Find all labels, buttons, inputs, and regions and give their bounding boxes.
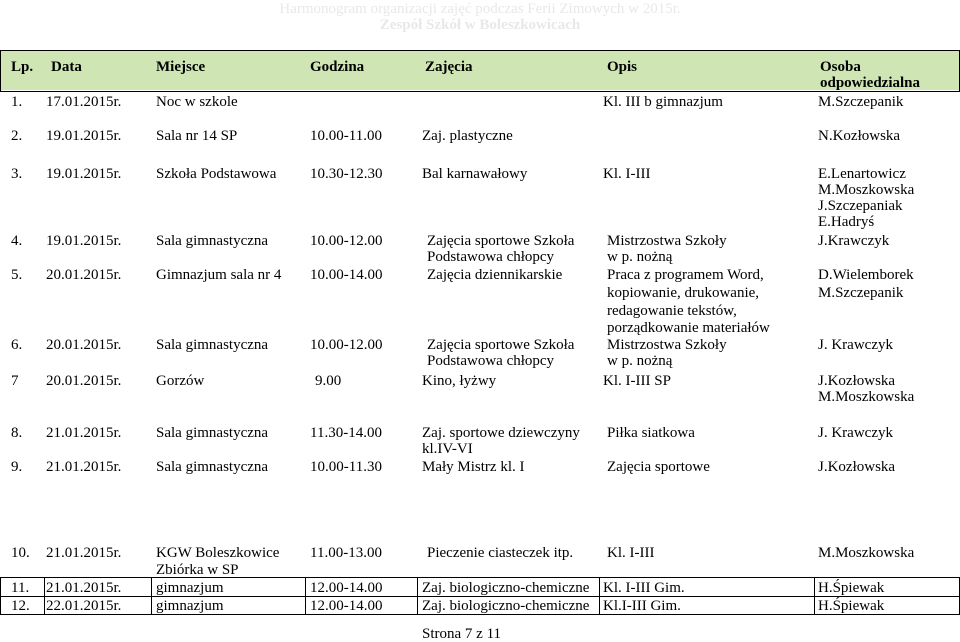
row-9-godzina: 10.00-11.30	[310, 459, 382, 475]
row-10-data: 21.01.2015r.	[46, 545, 122, 561]
row-1-opis: Kl. III b gimnazjum	[603, 94, 723, 110]
header-osoba-2: odpowiedzialna	[820, 75, 921, 91]
row-10-miejsce: KGW Boleszkowice	[156, 545, 280, 561]
row-12-opis: Kl.I-III Gim.	[603, 598, 681, 614]
row-6-zajecia: Podstawowa chłopcy	[427, 353, 555, 369]
row-3-osoba: E.Hadryś	[818, 214, 875, 230]
page-number: Strona 7 z 11	[422, 626, 502, 642]
row-7-lp: 7	[11, 373, 19, 389]
row-6-osoba: J. Krawczyk	[818, 337, 893, 353]
row-3-osoba: E.Lenartowicz	[818, 166, 906, 182]
row-2-zajecia: Zaj. plastyczne	[422, 128, 513, 144]
row-8-zajecia: Zaj. sportowe dziewczyny	[422, 425, 580, 441]
grid-line	[814, 577, 815, 615]
row-3-osoba: M.Moszkowska	[818, 182, 915, 198]
row-6-opis: w p. nożną	[607, 353, 673, 369]
row-5-data: 20.01.2015r.	[46, 267, 122, 283]
row-8-lp: 8.	[11, 425, 23, 441]
row-3-opis: Kl. I-III	[603, 166, 651, 182]
row-8-opis: Piłka siatkowa	[607, 425, 695, 441]
grid-line	[0, 50, 960, 51]
row-6-lp: 6.	[11, 337, 23, 353]
grid-line	[151, 577, 152, 615]
row-8-data: 21.01.2015r.	[46, 425, 122, 441]
row-9-miejsce: Sala gimnastyczna	[156, 459, 269, 475]
row-4-opis: w p. nożną	[607, 249, 673, 265]
row-4-zajecia: Zajęcia sportowe Szkoła	[427, 233, 575, 249]
row-7-osoba: J.Kozłowska	[818, 373, 896, 389]
grid-line	[0, 577, 960, 578]
row-11-miejsce: gimnazjum	[156, 580, 224, 596]
row-3-godzina: 10.30-12.30	[310, 166, 383, 182]
row-4-miejsce: Sala gimnastyczna	[156, 233, 269, 249]
row-1-osoba: M.Szczepanik	[818, 94, 904, 110]
row-4-zajecia: Podstawowa chłopcy	[427, 249, 555, 265]
header-data: Data	[51, 59, 82, 75]
row-10-lp: 10.	[11, 545, 30, 561]
grid-line	[417, 577, 418, 615]
row-1-data: 17.01.2015r.	[46, 94, 122, 110]
header-miejsce: Miejsce	[156, 59, 206, 75]
row-11-godzina: 12.00-14.00	[310, 580, 383, 596]
header-zajecia: Zajęcia	[425, 59, 473, 75]
row-5-osoba: M.Szczepanik	[818, 285, 904, 301]
row-11-osoba: H.Śpiewak	[818, 580, 885, 596]
row-10-miejsce: Zbiórka w SP	[156, 562, 239, 578]
row-5-lp: 5.	[11, 267, 23, 283]
header-godzina: Godzina	[310, 59, 365, 75]
grid-line	[0, 577, 1, 615]
row-10-godzina: 11.00-13.00	[310, 545, 382, 561]
row-6-miejsce: Sala gimnastyczna	[156, 337, 269, 353]
row-5-opis: kopiowanie, drukowanie,	[607, 285, 760, 301]
row-5-opis: redagowanie tekstów,	[607, 303, 737, 319]
row-3-data: 19.01.2015r.	[46, 166, 122, 182]
document-subtitle: Zespół Szkół w Boleszkowicach	[379, 17, 581, 33]
row-9-opis: Zajęcia sportowe	[607, 459, 710, 475]
row-2-data: 19.01.2015r.	[46, 128, 122, 144]
row-4-godzina: 10.00-12.00	[310, 233, 383, 249]
row-2-godzina: 10.00-11.00	[310, 128, 382, 144]
row-4-data: 19.01.2015r.	[46, 233, 122, 249]
row-5-opis: Praca z programem Word,	[607, 267, 764, 283]
row-4-lp: 4.	[11, 233, 23, 249]
row-7-zajecia: Kino, łyżwy	[422, 373, 497, 389]
row-6-data: 20.01.2015r.	[46, 337, 122, 353]
row-12-osoba: H.Śpiewak	[818, 598, 885, 614]
row-2-osoba: N.Kozłowska	[818, 128, 901, 144]
row-9-lp: 9.	[11, 459, 23, 475]
row-5-godzina: 10.00-14.00	[310, 267, 383, 283]
grid-line	[305, 577, 306, 615]
row-12-data: 22.01.2015r.	[46, 598, 122, 614]
row-12-miejsce: gimnazjum	[156, 598, 224, 614]
row-5-miejsce: Gimnazjum sala nr 4	[156, 267, 282, 283]
row-5-zajecia: Zajęcia dziennikarskie	[427, 267, 563, 283]
row-7-osoba: M.Moszkowska	[818, 389, 915, 405]
grid-line	[44, 577, 45, 615]
row-3-miejsce: Szkoła Podstawowa	[156, 166, 277, 182]
row-7-data: 20.01.2015r.	[46, 373, 122, 389]
row-2-lp: 2.	[11, 128, 23, 144]
header-opis: Opis	[607, 59, 638, 75]
row-8-miejsce: Sala gimnastyczna	[156, 425, 269, 441]
row-6-godzina: 10.00-12.00	[310, 337, 383, 353]
row-12-godzina: 12.00-14.00	[310, 598, 383, 614]
row-7-opis: Kl. I-III SP	[603, 373, 671, 389]
header-lp: Lp.	[11, 59, 34, 75]
row-5-opis: porządkowanie materiałów	[607, 320, 770, 336]
row-8-godzina: 11.30-14.00	[310, 425, 382, 441]
row-9-osoba: J.Kozłowska	[818, 459, 896, 475]
row-9-zajecia: Mały Mistrz kl. I	[422, 459, 525, 475]
row-11-zajecia: Zaj. biologiczno-chemiczne	[422, 580, 590, 596]
header-osoba: Osoba	[820, 59, 861, 75]
grid-line	[599, 577, 600, 615]
row-2-miejsce: Sala nr 14 SP	[156, 128, 238, 144]
grid-line	[0, 91, 960, 92]
row-9-data: 21.01.2015r.	[46, 459, 122, 475]
row-6-opis: Mistrzostwa Szkoły	[607, 337, 727, 353]
row-8-zajecia: kl.IV-VI	[422, 441, 473, 457]
header-band	[0, 50, 960, 90]
row-4-opis: Mistrzostwa Szkoły	[607, 233, 727, 249]
row-5-osoba: D.Wielemborek	[818, 267, 914, 283]
row-10-opis: Kl. I-III	[607, 545, 655, 561]
row-3-zajecia: Bal karnawałowy	[422, 166, 528, 182]
row-11-lp: 11.	[11, 580, 30, 596]
grid-line	[0, 50, 1, 91]
row-1-lp: 1.	[11, 94, 23, 110]
row-12-zajecia: Zaj. biologiczno-chemiczne	[422, 598, 590, 614]
row-12-lp: 12.	[11, 598, 30, 614]
row-10-zajecia: Pieczenie ciasteczek itp.	[427, 545, 574, 561]
row-8-osoba: J. Krawczyk	[818, 425, 893, 441]
row-11-data: 21.01.2015r.	[46, 580, 122, 596]
row-4-osoba: J.Krawczyk	[818, 233, 890, 249]
row-3-osoba: J.Szczepaniak	[818, 198, 903, 214]
row-7-godzina: 9.00	[315, 373, 342, 389]
document-title: Harmonogram organizacji zajęć podczas Ferii Zimowych w 2015r.	[279, 1, 681, 17]
row-7-miejsce: Gorzów	[156, 373, 205, 389]
row-10-osoba: M.Moszkowska	[818, 545, 915, 561]
row-6-zajecia: Zajęcia sportowe Szkoła	[427, 337, 575, 353]
row-1-miejsce: Noc w szkole	[156, 94, 238, 110]
row-3-lp: 3.	[11, 166, 23, 182]
row-11-opis: Kl. I-III Gim.	[603, 580, 685, 596]
